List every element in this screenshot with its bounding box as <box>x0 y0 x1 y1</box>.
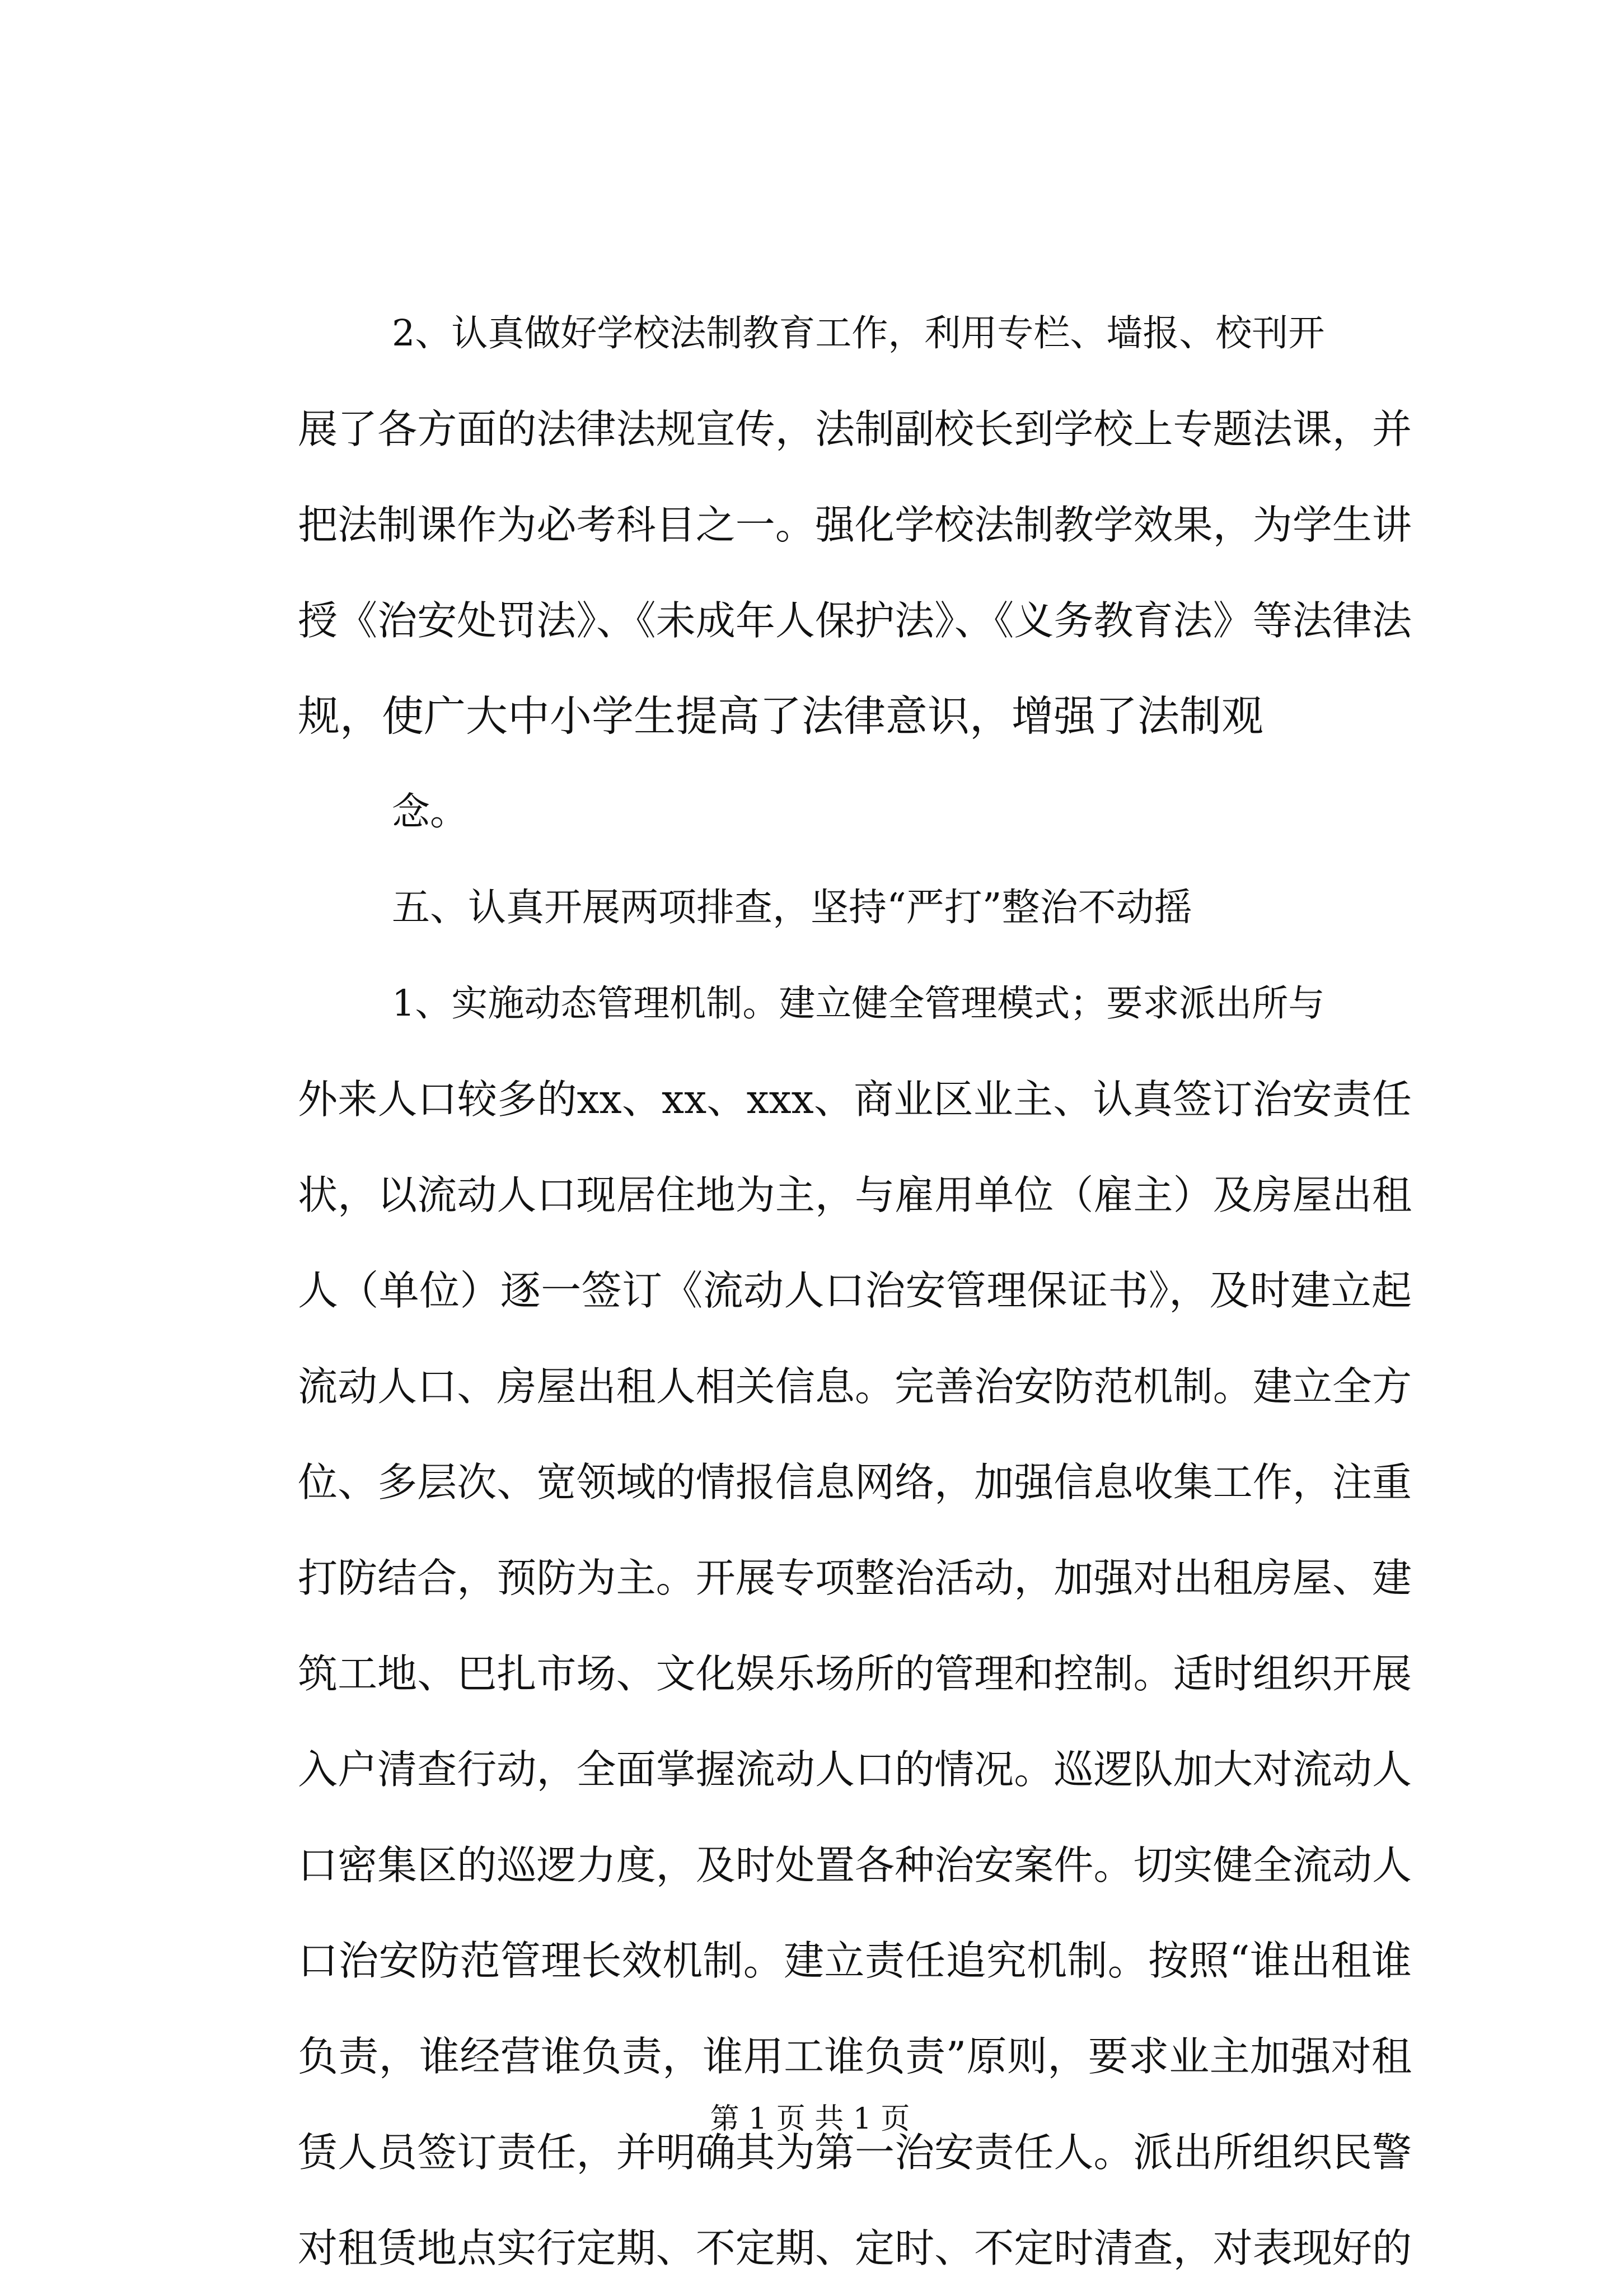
paragraph-2-line-5: 规，使广大中小学生提高了法律意识，增强了法制观 <box>298 691 1264 741</box>
paragraph-5-1-line-6: 位、多层次、宽领域的情报信息网络，加强信息收集工作，注重 <box>298 1459 1412 1505</box>
paragraph-5-1-line-4: 人（单位）逐一签订《流动人口治安管理保证书》，及时建立起 <box>298 1267 1412 1314</box>
paragraph-5-1-line-1: 1、实施动态管理机制。建立健全管理模式；要求派出所与 <box>392 983 1325 1025</box>
paragraph-5-1-line-10: 口密集区的巡逻力度，及时处置各种治安案件。切实健全流动人 <box>298 1842 1412 1888</box>
page-footer: 第 1 页 共 1 页 <box>710 2102 910 2136</box>
paragraph-2-line-3: 把法制课作为必考科目之一。强化学校法制教学效果，为学生讲 <box>298 502 1412 548</box>
paragraph-5-1-line-12: 负责，谁经营谁负责，谁用工谁负责”原则，要求业主加强对租 <box>298 2033 1412 2080</box>
paragraph-5-1-line-5: 流动人口、房屋出租人相关信息。完善治安防范机制。建立全方 <box>298 1363 1412 1410</box>
paragraph-5-1-line-9: 入户清查行动，全面掌握流动人口的情况。巡逻队加大对流动人 <box>298 1746 1412 1793</box>
section-heading-five: 五、认真开展两项排查，坚持“严打”整治不动摇 <box>392 886 1192 930</box>
paragraph-2-line-4: 授《治安处罚法》、《未成年人保护法》、《义务教育法》等法律法 <box>298 597 1412 644</box>
paragraph-5-1-line-13: 赁人员签订责任，并明确其为第一治安责任人。派出所组织民警 <box>298 2129 1412 2176</box>
paragraph-2-line-1: 2、认真做好学校法制教育工作，利用专栏、墙报、校刊开 <box>392 312 1325 354</box>
body-text <box>298 286 1412 2296</box>
paragraph-5-1-line-2: 外来人口较多的xx、xx、xxx、商业区业主、认真签订治安责任 <box>298 1076 1412 1123</box>
paragraph-5-1-line-11: 口治安防范管理长效机制。建立责任追究机制。按照“谁出租谁 <box>298 1937 1412 1984</box>
paragraph-2-line-2: 展了各方面的法律法规宣传，法制副校长到学校上专题法课，并 <box>298 406 1412 452</box>
paragraph-5-1-line-7: 打防结合，预防为主。开展专项整治活动，加强对出租房屋、建 <box>298 1555 1412 1601</box>
paragraph-5-1-line-8: 筑工地、巴扎市场、文化娱乐场所的管理和控制。适时组织开展 <box>298 1650 1412 1697</box>
paragraph-5-1-line-3: 状，以流动人口现居住地为主，与雇用单位（雇主）及房屋出租 <box>298 1172 1412 1218</box>
paragraph-2-line-6: 念。 <box>392 790 469 834</box>
paragraph-5-1-line-14: 对租赁地点实行定期、不定期、定时、不定时清查，对表现好的 <box>298 2225 1412 2271</box>
